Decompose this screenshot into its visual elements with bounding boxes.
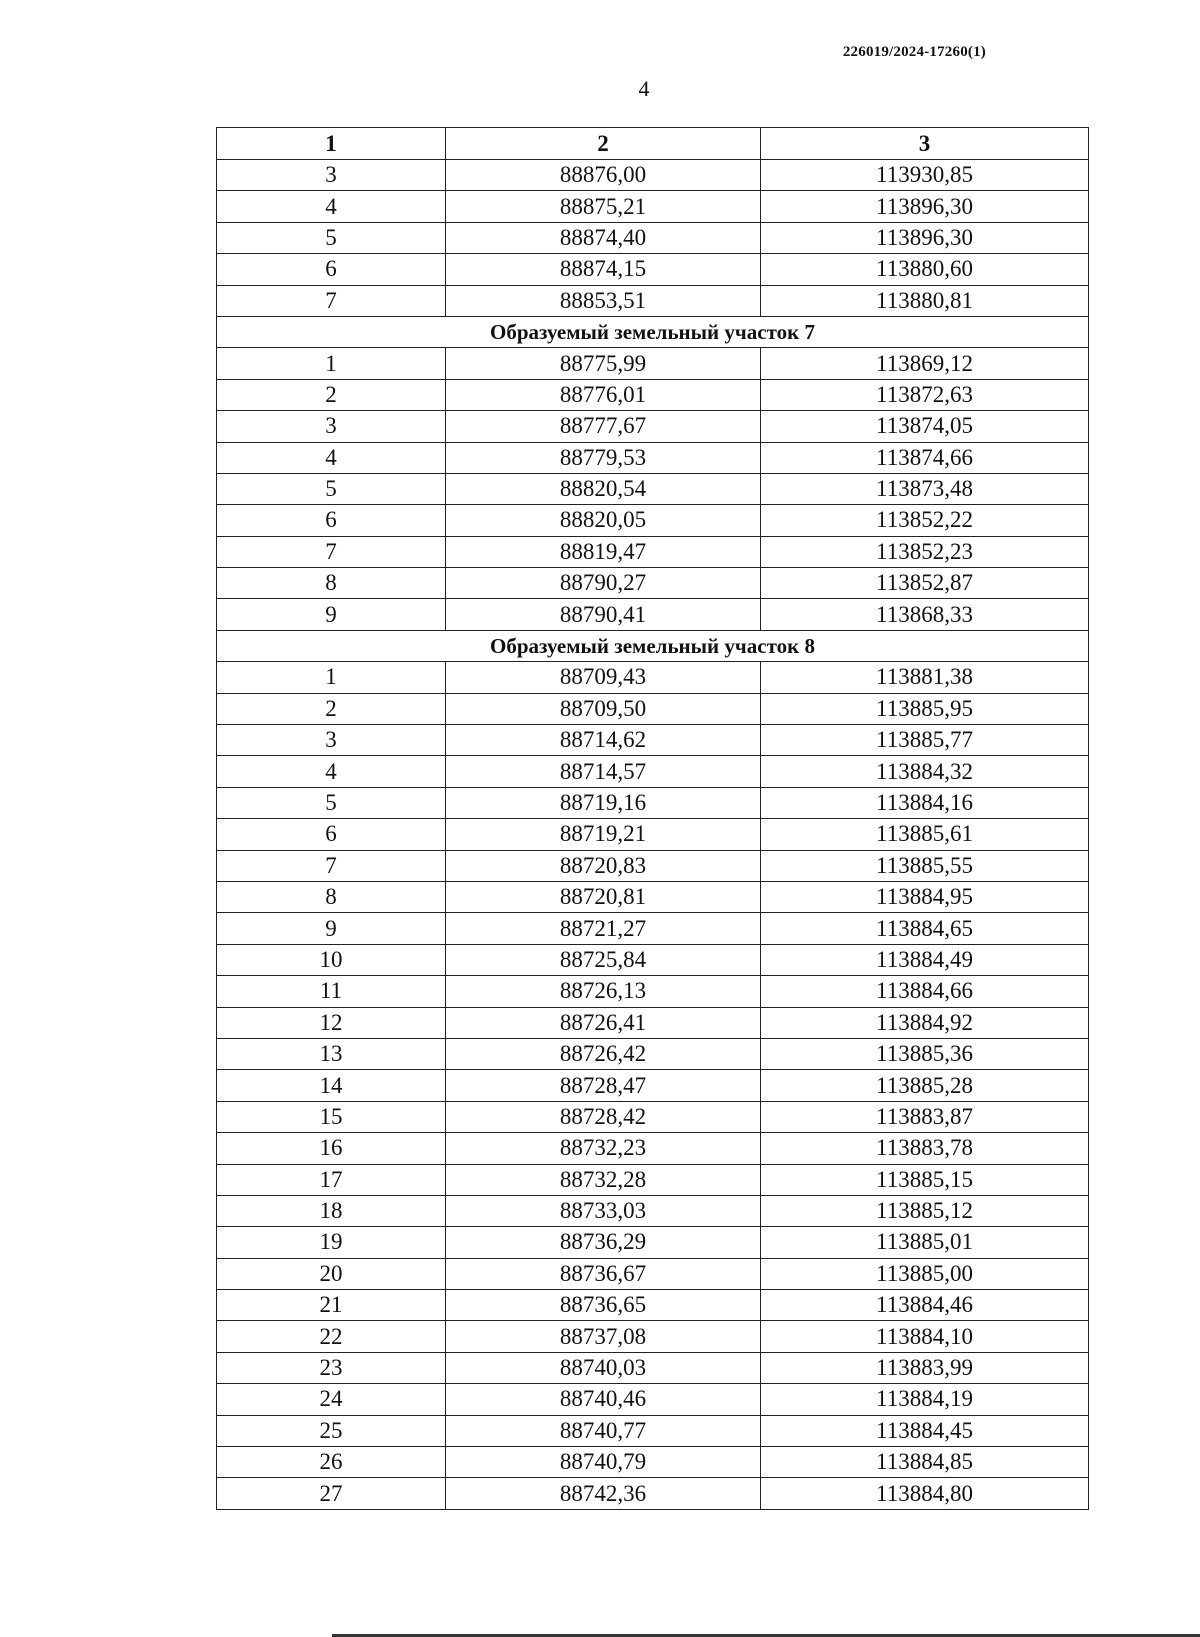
table-row [217,473,1089,504]
y-coordinate-cell: 113884,95 [761,881,1089,912]
y-coordinate-cell: 113869,12 [761,348,1089,379]
point-number-cell: 1 [217,348,446,379]
table-row [217,850,1089,881]
x-coordinate-cell: 88726,13 [446,976,761,1007]
x-coordinate-cell: 88728,42 [446,1101,761,1132]
table-row [217,1007,1089,1038]
point-number-cell: 22 [217,1321,446,1352]
header-row [217,128,1089,160]
x-coordinate-cell: 88736,65 [446,1290,761,1321]
x-coordinate-cell: 88728,47 [446,1070,761,1101]
point-number-cell: 23 [217,1352,446,1383]
x-coordinate-cell: 88732,23 [446,1133,761,1164]
y-coordinate-cell: 113885,28 [761,1070,1089,1101]
header-cell-2: 2 [446,128,761,160]
table-row [217,1133,1089,1164]
x-coordinate-cell: 88721,27 [446,913,761,944]
point-number-cell: 8 [217,568,446,599]
point-number-cell: 17 [217,1164,446,1195]
x-coordinate-cell: 88779,53 [446,442,761,473]
x-coordinate-cell: 88740,77 [446,1415,761,1446]
x-coordinate-cell: 88719,21 [446,819,761,850]
point-number-cell: 3 [217,160,446,191]
y-coordinate-cell: 113884,10 [761,1321,1089,1352]
x-coordinate-cell: 88736,67 [446,1258,761,1289]
x-coordinate-cell: 88775,99 [446,348,761,379]
point-number-cell: 6 [217,505,446,536]
table-row [217,348,1089,379]
point-number-cell: 16 [217,1133,446,1164]
point-number-cell: 5 [217,473,446,504]
table-row [217,536,1089,567]
y-coordinate-cell: 113885,15 [761,1164,1089,1195]
x-coordinate-cell: 88820,05 [446,505,761,536]
table-row [217,505,1089,536]
point-number-cell: 9 [217,913,446,944]
section-row [217,316,1089,347]
x-coordinate-cell: 88740,03 [446,1352,761,1383]
y-coordinate-cell: 113874,66 [761,442,1089,473]
point-number-cell: 15 [217,1101,446,1132]
point-number-cell: 19 [217,1227,446,1258]
table-row [217,1290,1089,1321]
point-number-cell: 5 [217,222,446,253]
y-coordinate-cell: 113896,30 [761,191,1089,222]
y-coordinate-cell: 113884,46 [761,1290,1089,1321]
point-number-cell: 10 [217,944,446,975]
table-row [217,913,1089,944]
table-row [217,881,1089,912]
x-coordinate-cell: 88853,51 [446,285,761,316]
point-number-cell: 3 [217,725,446,756]
point-number-cell: 21 [217,1290,446,1321]
x-coordinate-cell: 88874,40 [446,222,761,253]
y-coordinate-cell: 113883,87 [761,1101,1089,1132]
y-coordinate-cell: 113885,01 [761,1227,1089,1258]
y-coordinate-cell: 113884,66 [761,976,1089,1007]
point-number-cell: 3 [217,411,446,442]
x-coordinate-cell: 88720,83 [446,850,761,881]
section-row [217,630,1089,661]
table-row [217,1101,1089,1132]
y-coordinate-cell: 113884,16 [761,787,1089,818]
table-row [217,725,1089,756]
y-coordinate-cell: 113884,80 [761,1478,1089,1509]
y-coordinate-cell: 113874,05 [761,411,1089,442]
y-coordinate-cell: 113873,48 [761,473,1089,504]
table-row [217,160,1089,191]
point-number-cell: 5 [217,787,446,818]
table-row [217,1164,1089,1195]
section-title: Образуемый земельный участок 8 [217,630,1089,661]
table-row [217,1038,1089,1069]
y-coordinate-cell: 113930,85 [761,160,1089,191]
y-coordinate-cell: 113883,99 [761,1352,1089,1383]
point-number-cell: 2 [217,693,446,724]
x-coordinate-cell: 88790,27 [446,568,761,599]
table-header [217,128,1089,160]
y-coordinate-cell: 113868,33 [761,599,1089,630]
point-number-cell: 7 [217,536,446,567]
table-row [217,819,1089,850]
point-number-cell: 18 [217,1195,446,1226]
x-coordinate-cell: 88740,46 [446,1384,761,1415]
point-number-cell: 8 [217,881,446,912]
x-coordinate-cell: 88732,28 [446,1164,761,1195]
table-row [217,254,1089,285]
y-coordinate-cell: 113885,61 [761,819,1089,850]
point-number-cell: 26 [217,1447,446,1478]
point-number-cell: 24 [217,1384,446,1415]
table-row [217,662,1089,693]
table-row [217,693,1089,724]
header-cell-3: 3 [761,128,1089,160]
table-row [217,379,1089,410]
y-coordinate-cell: 113852,23 [761,536,1089,567]
y-coordinate-cell: 113885,00 [761,1258,1089,1289]
x-coordinate-cell: 88776,01 [446,379,761,410]
point-number-cell: 1 [217,662,446,693]
y-coordinate-cell: 113884,85 [761,1447,1089,1478]
table-row [217,1384,1089,1415]
x-coordinate-cell: 88714,62 [446,725,761,756]
y-coordinate-cell: 113885,12 [761,1195,1089,1226]
y-coordinate-cell: 113896,30 [761,222,1089,253]
y-coordinate-cell: 113885,55 [761,850,1089,881]
x-coordinate-cell: 88726,41 [446,1007,761,1038]
y-coordinate-cell: 113881,38 [761,662,1089,693]
x-coordinate-cell: 88875,21 [446,191,761,222]
table-row [217,568,1089,599]
table-row [217,599,1089,630]
y-coordinate-cell: 113880,60 [761,254,1089,285]
x-coordinate-cell: 88876,00 [446,160,761,191]
x-coordinate-cell: 88742,36 [446,1478,761,1509]
table-row [217,1227,1089,1258]
table-row [217,222,1089,253]
x-coordinate-cell: 88719,16 [446,787,761,818]
table-row [217,944,1089,975]
point-number-cell: 13 [217,1038,446,1069]
table-row [217,976,1089,1007]
point-number-cell: 12 [217,1007,446,1038]
x-coordinate-cell: 88726,42 [446,1038,761,1069]
x-coordinate-cell: 88740,79 [446,1447,761,1478]
point-number-cell: 25 [217,1415,446,1446]
table-row [217,1478,1089,1509]
table-row [217,1258,1089,1289]
point-number-cell: 6 [217,254,446,285]
page-number: 4 [638,76,650,101]
header-cell-1: 1 [217,128,446,160]
table-row [217,787,1089,818]
point-number-cell: 7 [217,285,446,316]
section-title: Образуемый земельный участок 7 [217,316,1089,347]
y-coordinate-cell: 113872,63 [761,379,1089,410]
point-number-cell: 2 [217,379,446,410]
y-coordinate-cell: 113884,65 [761,913,1089,944]
point-number-cell: 4 [217,442,446,473]
point-number-cell: 7 [217,850,446,881]
y-coordinate-cell: 113884,32 [761,756,1089,787]
y-coordinate-cell: 113852,22 [761,505,1089,536]
y-coordinate-cell: 113883,78 [761,1133,1089,1164]
table-row [217,191,1089,222]
x-coordinate-cell: 88820,54 [446,473,761,504]
table-body [217,160,1089,1510]
table-row [217,1070,1089,1101]
x-coordinate-cell: 88720,81 [446,881,761,912]
y-coordinate-cell: 113884,19 [761,1384,1089,1415]
table-row [217,285,1089,316]
x-coordinate-cell: 88777,67 [446,411,761,442]
x-coordinate-cell: 88714,57 [446,756,761,787]
table-row [217,1195,1089,1226]
x-coordinate-cell: 88819,47 [446,536,761,567]
point-number-cell: 11 [217,976,446,1007]
document-id: 226019/2024-17260(1) [842,44,986,60]
x-coordinate-cell: 88733,03 [446,1195,761,1226]
y-coordinate-cell: 113885,77 [761,725,1089,756]
table-row [217,756,1089,787]
point-number-cell: 6 [217,819,446,850]
x-coordinate-cell: 88874,15 [446,254,761,285]
y-coordinate-cell: 113884,49 [761,944,1089,975]
y-coordinate-cell: 113884,45 [761,1415,1089,1446]
x-coordinate-cell: 88736,29 [446,1227,761,1258]
table-row [217,1321,1089,1352]
x-coordinate-cell: 88709,50 [446,693,761,724]
y-coordinate-cell: 113880,81 [761,285,1089,316]
coordinates-table [216,127,1089,1510]
table-row [217,411,1089,442]
x-coordinate-cell: 88790,41 [446,599,761,630]
point-number-cell: 14 [217,1070,446,1101]
point-number-cell: 4 [217,191,446,222]
point-number-cell: 9 [217,599,446,630]
y-coordinate-cell: 113885,36 [761,1038,1089,1069]
table-row [217,1447,1089,1478]
table-row [217,1415,1089,1446]
y-coordinate-cell: 113884,92 [761,1007,1089,1038]
y-coordinate-cell: 113852,87 [761,568,1089,599]
point-number-cell: 4 [217,756,446,787]
x-coordinate-cell: 88737,08 [446,1321,761,1352]
x-coordinate-cell: 88725,84 [446,944,761,975]
table-row [217,442,1089,473]
point-number-cell: 20 [217,1258,446,1289]
y-coordinate-cell: 113885,95 [761,693,1089,724]
x-coordinate-cell: 88709,43 [446,662,761,693]
point-number-cell: 27 [217,1478,446,1509]
table-row [217,1352,1089,1383]
